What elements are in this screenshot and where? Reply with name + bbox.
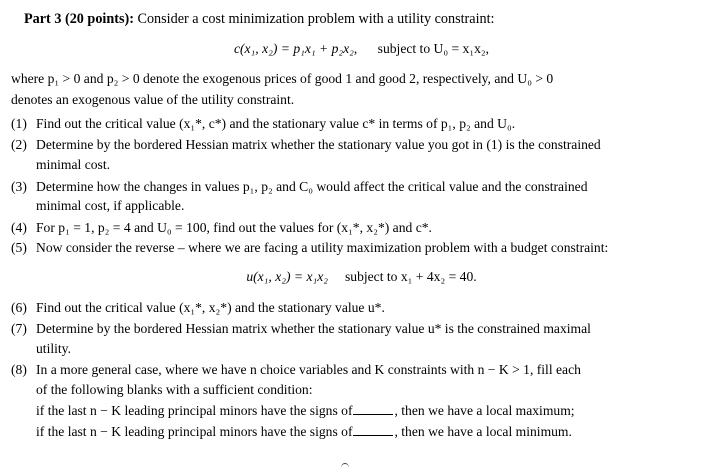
item-number: (2) — [11, 137, 27, 152]
where-line-2: denotes an exogenous value of the utility constraint. — [11, 92, 295, 107]
item-text: minimal cost. — [36, 157, 111, 172]
item-number: (1) — [11, 116, 27, 131]
item-text: Determine by the bordered Hessian matrix whether the stationary value u* is the constrained maximal — [36, 321, 591, 336]
equation-cost-rhs: subject to U₀ = x₁x₂, — [377, 41, 490, 56]
item-text: Now consider the reverse – where we are facing a utility maximization problem with a budget constraint: — [36, 240, 609, 255]
item-text: Find out the critical value (x₁*, c*) and the stationary value c* in terms of p₁, p₂ and U₀. — [36, 116, 516, 131]
item-text: Determine by the bordered Hessian matrix whether the stationary value you got in (1) is the constrained — [36, 137, 601, 152]
item-number: (4) — [11, 220, 27, 235]
item-number: (5) — [11, 240, 27, 255]
equation-cost — [0, 40, 723, 58]
equation-cost-lhs: c(x₁, x₂) = p₁x₁ + p₂x₂, — [233, 41, 358, 56]
part-heading — [24, 10, 495, 28]
item-number: (3) — [11, 179, 27, 194]
item-text: For p₁ = 1, p₂ = 4 and U₀ = 100, find out the values for (x₁*, x₂*) and c*. — [36, 220, 432, 235]
blank-maximum — [353, 403, 393, 415]
page-number-fragment — [341, 463, 349, 472]
item-text: In a more general case, where we have n choice variables and K constraints with n − K > 1, fill each — [36, 362, 581, 377]
blank-minimum — [353, 424, 393, 436]
item-text: Determine how the changes in values p₁, p₂ and C₀ would affect the critical value and the constrained — [36, 179, 588, 194]
condition-minimum-text — [36, 423, 572, 441]
condition-minimum-prefix: if the last n − K leading principal minors have the signs of — [36, 424, 353, 439]
intro-text: Consider a cost minimization problem with a utility constraint: — [137, 11, 495, 27]
where-line-1: where p₁ > 0 and p₂ > 0 denote the exogenous prices of good 1 and good 2, respectively, and U₀ > 0 — [11, 71, 554, 86]
part-title: Part 3 (20 points): — [24, 11, 134, 27]
equation-utility — [0, 268, 723, 286]
condition-maximum-suffix: , then we have a local maximum; — [394, 403, 575, 418]
item-number: (6) — [11, 300, 27, 315]
item-number: (7) — [11, 321, 27, 336]
condition-minimum-suffix: , then we have a local minimum. — [394, 424, 572, 439]
item-text: minimal cost, if applicable. — [36, 198, 185, 213]
item-text: of the following blanks with a sufficient condition: — [36, 382, 313, 397]
condition-maximum-prefix: if the last n − K leading principal minors have the signs of — [36, 403, 353, 418]
item-number: (8) — [11, 362, 27, 377]
item-text: utility. — [36, 341, 71, 356]
equation-utility-rhs: subject to x₁ + 4x₂ = 40. — [344, 269, 477, 284]
equation-utility-lhs: u(x₁, x₂) = x₁x₂ — [246, 269, 328, 284]
item-text: Find out the critical value (x₁*, x₂*) and the stationary value u*. — [36, 300, 385, 315]
condition-maximum-text — [36, 402, 575, 420]
